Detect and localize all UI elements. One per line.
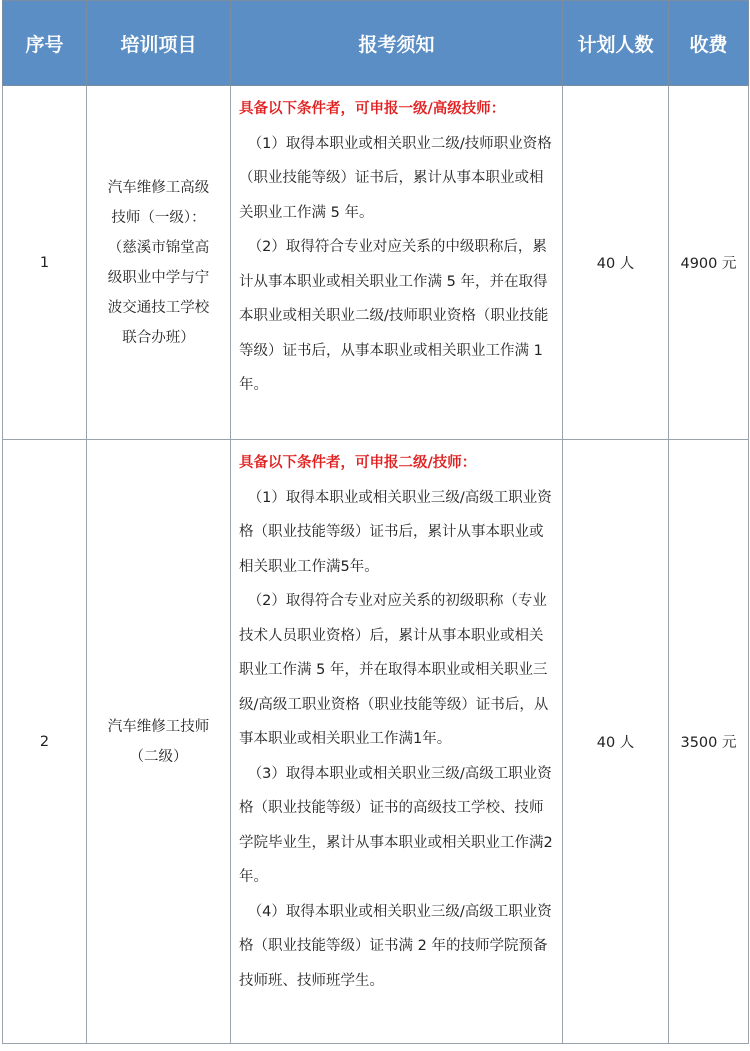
row-plan: 40 人 xyxy=(563,86,669,440)
row-project xyxy=(87,440,231,1044)
row-no: 1 xyxy=(3,86,87,440)
notice-heading: 具备以下条件者，可申报一级/高级技师： xyxy=(239,101,506,117)
notice-item: （2）取得符合专业对应关系的初级职称（专业技术人员职业资格）后，累计从事本职业或相关职业工作满 5 年，并在取得本职业或相关职业三级/高级工职业资格（职业技能等级）证书后，从事本职业或相关职业工作满1年。 xyxy=(239,593,549,747)
project-line: （慈溪市锦堂高 xyxy=(107,239,210,256)
notice-item: （3）取得本职业或相关职业三级/高级工职业资格（职业技能等级）证书的高级技工学校、技师学院毕业生，累计从事本职业或相关职业工作满2年。 xyxy=(239,765,553,885)
row-fee: 3500 元 xyxy=(669,440,749,1044)
header-project: 培训项目 xyxy=(87,1,231,86)
project-line: 技师（一级）： xyxy=(111,209,206,226)
header-plan: 计划人数 xyxy=(563,1,669,86)
project-line: 汽车维修工技师 xyxy=(107,718,210,735)
notice-heading: 具备以下条件者，可申报二级/技师： xyxy=(239,455,477,471)
row-project xyxy=(87,86,231,440)
project-line: 联合办班） xyxy=(122,329,195,346)
project-line: 级职业中学与宁 xyxy=(107,269,210,286)
table-row xyxy=(3,440,749,1044)
row-notice xyxy=(231,440,563,1044)
row-plan: 40 人 xyxy=(563,440,669,1044)
notice-item: （2）取得符合专业对应关系的中级职称后，累计从事本职业或相关职业工作满 5 年，并在取得本职业或相关职业二级/技师职业资格（职业技能等级）证书后，从事本职业或相关职业工作满 1 年。 xyxy=(239,239,549,393)
row-notice xyxy=(231,86,563,440)
header-fee: 收费 xyxy=(669,1,749,86)
row-no: 2 xyxy=(3,440,87,1044)
header-no: 序号 xyxy=(3,1,87,86)
notice-item: （1）取得本职业或相关职业二级/技师职业资格（职业技能等级）证书后，累计从事本职业或相关职业工作满 5 年。 xyxy=(239,135,552,221)
project-line: 波交通技工学校 xyxy=(107,299,210,316)
row-fee: 4900 元 xyxy=(669,86,749,440)
project-line: （二级） xyxy=(129,748,188,765)
training-table xyxy=(2,0,749,1044)
project-line: 汽车维修工高级 xyxy=(107,179,210,196)
notice-item: （4）取得本职业或相关职业三级/高级工职业资格（职业技能等级）证书满 2 年的技师学院预备技师班、技师班学生。 xyxy=(239,903,552,989)
table-row xyxy=(3,86,749,440)
notice-item: （1）取得本职业或相关职业三级/高级工职业资格（职业技能等级）证书后，累计从事本职业或相关职业工作满5年。 xyxy=(239,489,552,575)
header-notice: 报考须知 xyxy=(231,1,563,86)
header-row xyxy=(3,1,749,86)
